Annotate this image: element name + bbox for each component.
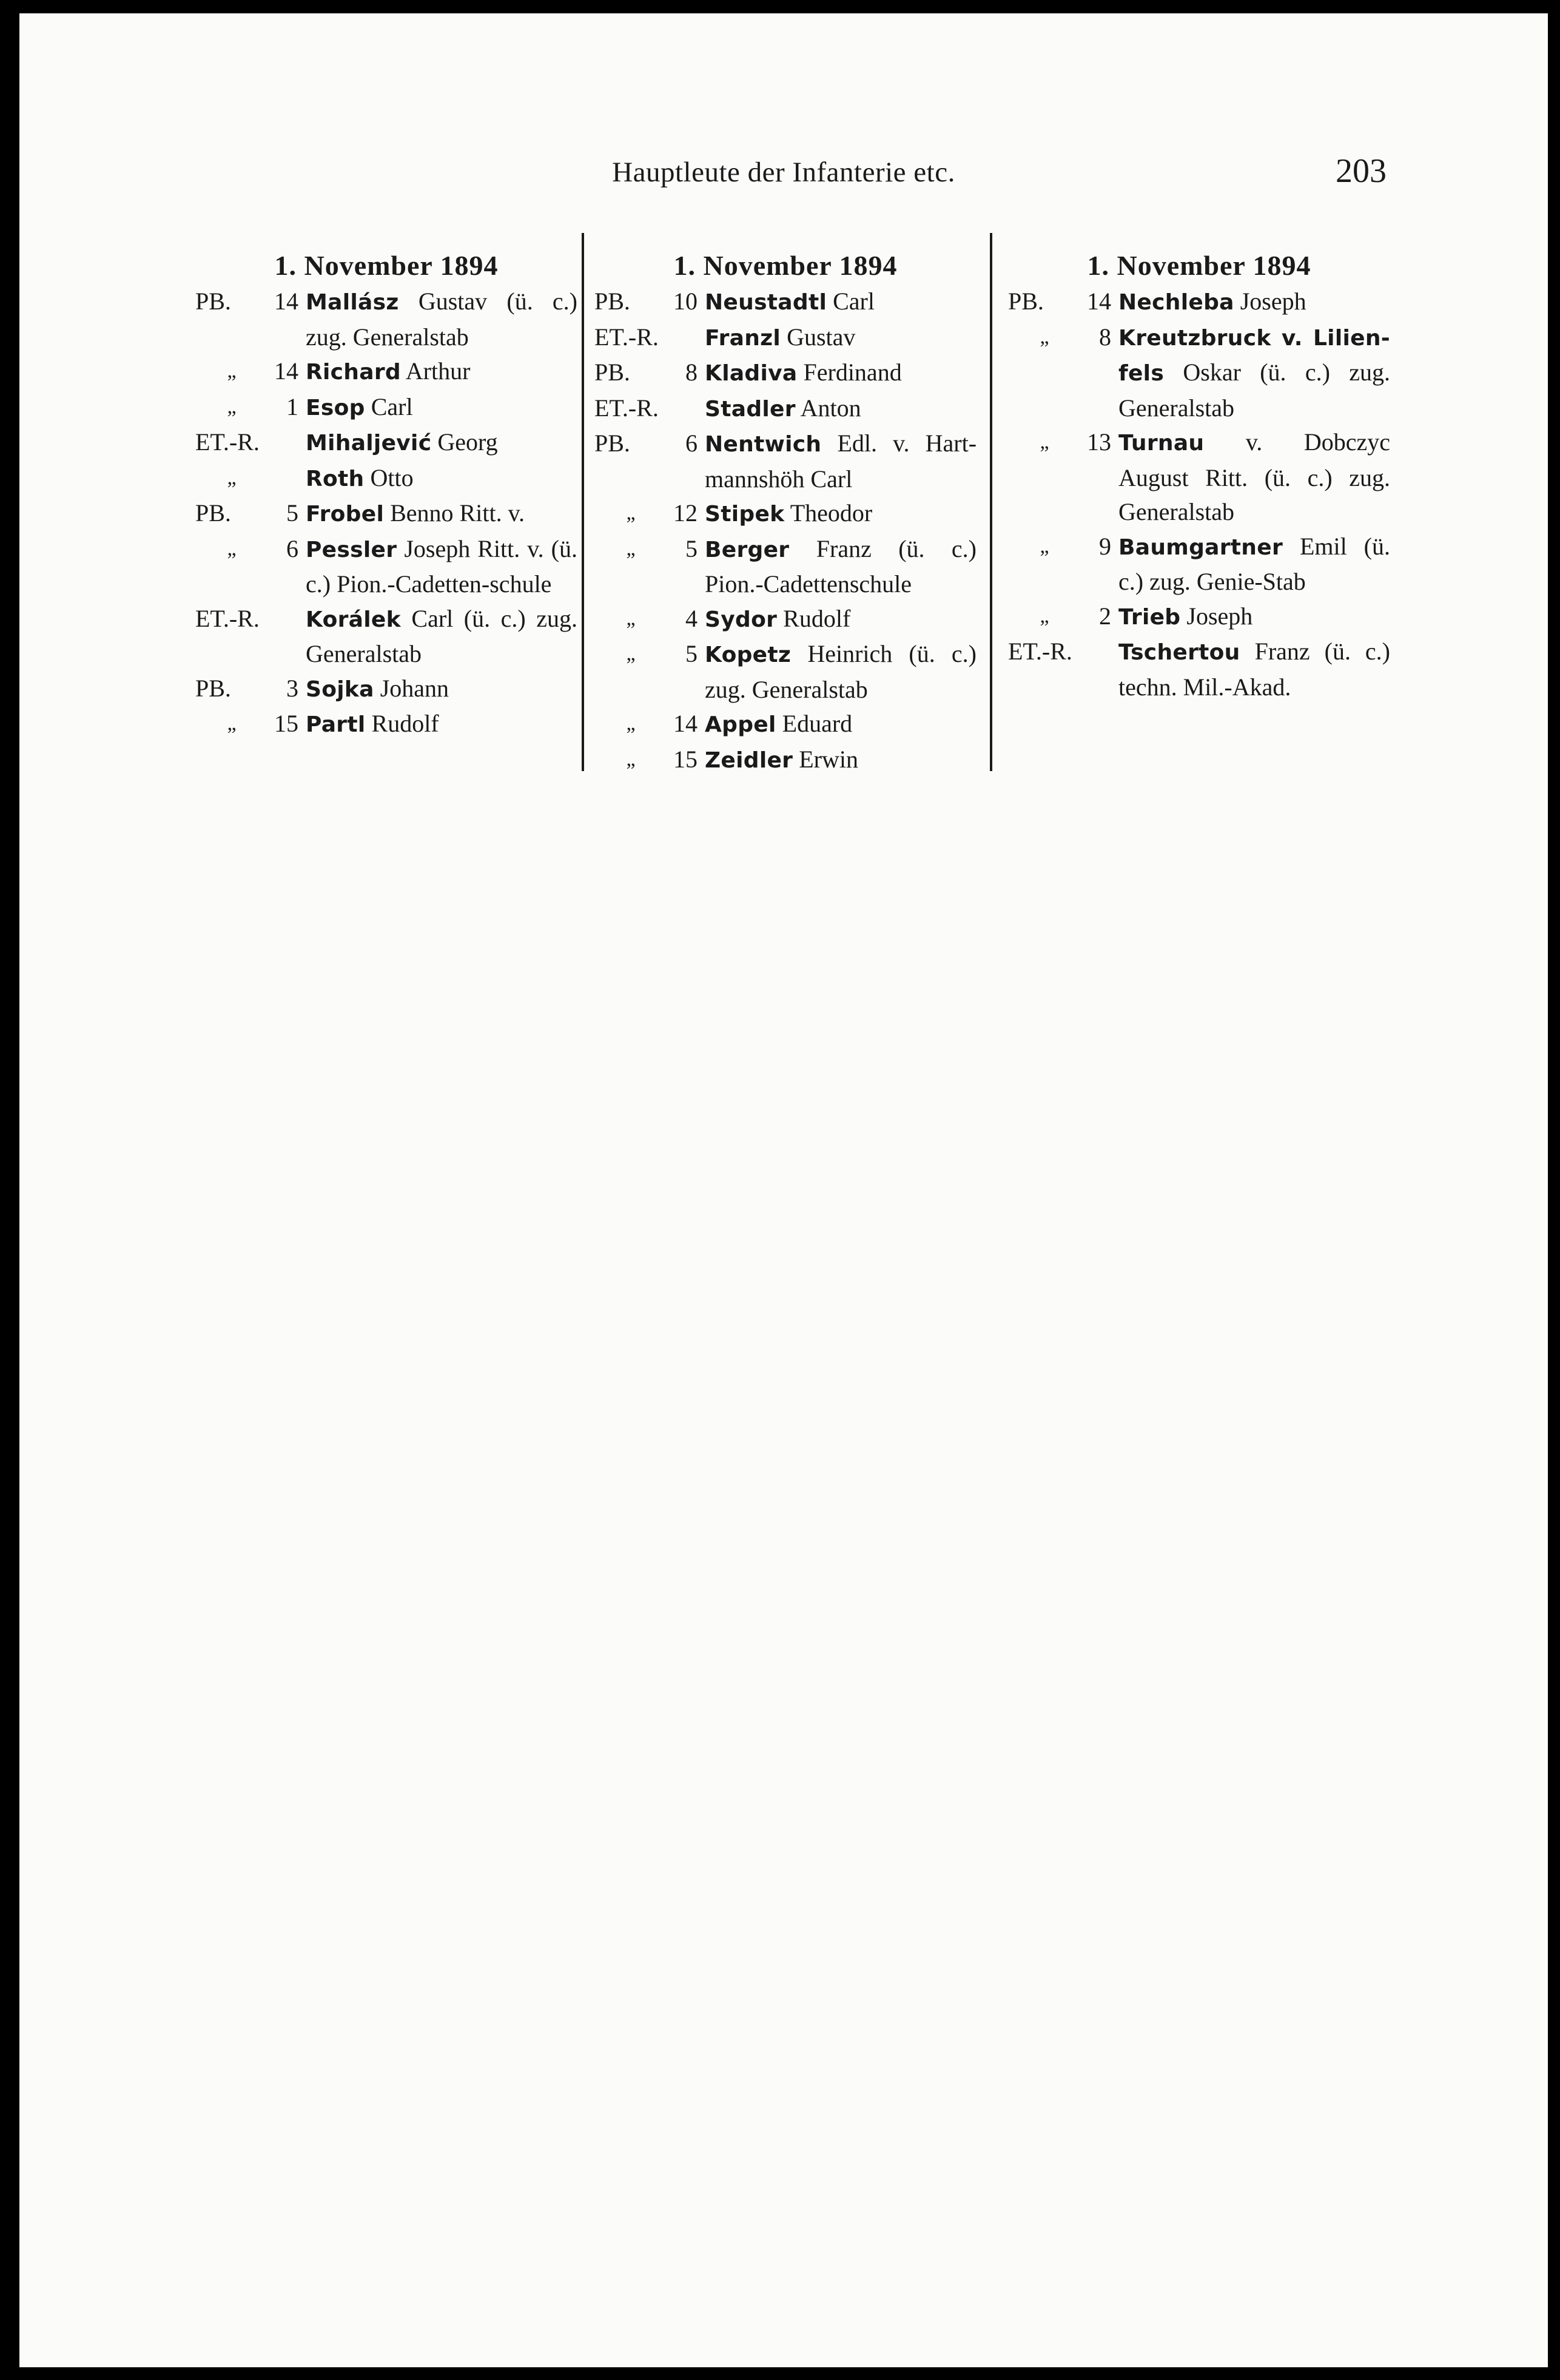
seniority-number: 14 (274, 357, 298, 385)
given-name-and-notes: Joseph Ritt. v. (ü. c.) Pion.-Cadetten-schule (306, 534, 577, 598)
surname: Richard (306, 360, 401, 385)
entry-text (705, 356, 977, 391)
entry-text (306, 461, 577, 497)
list-item (195, 425, 577, 461)
entry-text (306, 390, 577, 426)
list-item (594, 532, 977, 602)
column-heading: 1. November 1894 (1087, 250, 1311, 281)
rank-label: PB. (195, 499, 231, 527)
rank-label: ET.-R. (1008, 638, 1072, 665)
seniority-number: 9 (1099, 532, 1111, 560)
list-item (195, 496, 577, 532)
entry-text (306, 496, 577, 532)
surname: Nechleba (1118, 290, 1234, 315)
seniority-number: 15 (673, 745, 698, 773)
column-heading: 1. November 1894 (274, 250, 499, 281)
surname: Roth (306, 466, 365, 491)
seniority-number: 5 (685, 640, 698, 667)
seniority-number: 6 (685, 430, 698, 457)
list-item (594, 285, 977, 320)
entry-text (1118, 530, 1390, 599)
entry-text (705, 426, 977, 496)
column-heading: 1. November 1894 (673, 250, 898, 281)
list-item (1008, 425, 1390, 530)
page-number: 203 (1336, 152, 1387, 190)
given-name-and-notes: Carl (ü. c.) zug. Generalstab (306, 604, 578, 667)
given-name-and-notes: Erwin (799, 745, 859, 773)
given-name-and-notes: Eduard (782, 710, 853, 737)
list-item (1008, 635, 1390, 704)
entry-text (705, 707, 977, 743)
entry-text (705, 637, 977, 707)
seniority-number: 14 (673, 710, 698, 737)
entry-text (705, 320, 977, 356)
entry-text (705, 496, 977, 532)
seniority-number: 13 (1087, 428, 1111, 456)
given-name-and-notes: Franz (ü. c.) techn. Mil.-Akad. (1118, 638, 1390, 701)
entry-list (195, 285, 577, 743)
entry-text (306, 354, 577, 390)
given-name-and-notes: Rudolf (371, 710, 439, 737)
entry-text (1118, 425, 1390, 530)
seniority-number: 14 (274, 288, 298, 315)
given-name-and-notes: Gustav (787, 323, 856, 351)
list-item (195, 354, 577, 390)
rank-label: PB. (594, 288, 630, 315)
entry-text (306, 425, 577, 461)
given-name-and-notes: Ferdinand (803, 359, 902, 386)
list-item (195, 707, 577, 743)
surname: Korálek (306, 607, 401, 632)
surname: Sydor (705, 607, 778, 632)
entry-text (705, 391, 977, 427)
list-item (594, 637, 977, 707)
rank-label: „ (227, 360, 237, 382)
surname: Turnau (1118, 431, 1205, 456)
rank-label: „ (1040, 534, 1049, 558)
column-divider (582, 233, 584, 771)
entry-list (1008, 285, 1390, 704)
surname: Frobel (306, 502, 385, 527)
list-item (594, 707, 977, 743)
list-item (195, 672, 577, 707)
seniority-number: 4 (685, 604, 698, 632)
list-item (195, 285, 577, 354)
given-name-and-notes: Emil (ü. c.) zug. Genie-Stab (1118, 532, 1390, 595)
rank-label: „ (227, 537, 237, 560)
rank-label: „ (1040, 431, 1049, 453)
surname: Esop (306, 395, 365, 420)
given-name-and-notes: Carl (833, 288, 875, 315)
surname: Stadler (705, 396, 796, 422)
rank-label: ET.-R. (594, 323, 659, 351)
list-item (1008, 285, 1390, 320)
entry-text (306, 532, 577, 602)
list-item (594, 356, 977, 391)
column-divider (990, 233, 992, 771)
given-name-and-notes: Georg (437, 428, 498, 456)
surname: Baumgartner (1118, 534, 1283, 560)
given-name-and-notes: Joseph (1186, 602, 1253, 630)
rank-label: „ (227, 712, 237, 735)
surname: Partl (306, 712, 366, 737)
given-name-and-notes: Arthur (405, 357, 471, 385)
given-name-and-notes: Benno Ritt. v. (390, 499, 525, 527)
surname: Trieb (1118, 604, 1181, 630)
seniority-number: 1 (286, 393, 298, 420)
surname: Neustadtl (705, 290, 827, 315)
surname: Mallász (306, 290, 399, 315)
seniority-number: 10 (673, 288, 698, 315)
list-item (594, 426, 977, 496)
rank-label: PB. (1008, 288, 1044, 315)
seniority-number: 8 (1099, 323, 1111, 351)
surname: Sojka (306, 676, 374, 702)
entry-text (705, 285, 977, 320)
given-name-and-notes: Anton (800, 394, 861, 422)
surname: Appel (705, 712, 776, 737)
surname: Kladiva (705, 361, 798, 386)
given-name-and-notes: Theodor (790, 499, 873, 527)
given-name-and-notes: Rudolf (783, 604, 851, 632)
rank-label: „ (626, 642, 636, 665)
seniority-number: 12 (673, 499, 698, 527)
given-name-and-notes: Edl. v. Hart-mannshöh Carl (705, 430, 977, 493)
entry-text (306, 672, 577, 707)
rank-label: „ (1040, 325, 1049, 348)
column-2 (594, 247, 977, 778)
list-item (594, 602, 977, 638)
rank-label: PB. (594, 359, 630, 386)
list-item (195, 461, 577, 497)
entry-text (705, 743, 977, 778)
surname: Franzl (705, 325, 781, 351)
entry-text (306, 602, 577, 672)
given-name-and-notes: Oskar (ü. c.) zug. Generalstab (1118, 359, 1390, 422)
entry-text (705, 602, 977, 638)
entry-text (306, 707, 577, 743)
entry-list (594, 285, 977, 778)
seniority-number: 15 (274, 710, 298, 737)
given-name-and-notes: v. Dobczyc August Ritt. (ü. c.) zug. Generalstab (1118, 428, 1390, 525)
surname: Stipek (705, 502, 785, 527)
list-item (1008, 320, 1390, 426)
given-name-and-notes: Gustav (ü. c.) zug. Generalstab (306, 288, 577, 351)
column-1 (195, 247, 577, 743)
entry-text (1118, 320, 1390, 426)
seniority-number: 8 (685, 359, 698, 386)
rank-label: „ (626, 537, 636, 560)
surname: Pessler (306, 537, 397, 562)
rank-label: „ (626, 502, 636, 524)
surname: Berger (705, 537, 790, 562)
seniority-number: 3 (286, 674, 298, 702)
rank-label: „ (626, 607, 636, 630)
seniority-number: 14 (1087, 288, 1111, 315)
rank-label: ET.-R. (594, 394, 659, 422)
given-name-and-notes: Carl (371, 393, 413, 420)
list-item (1008, 530, 1390, 599)
seniority-number: 5 (286, 499, 298, 527)
entry-text (1118, 635, 1390, 704)
list-item (1008, 599, 1390, 635)
seniority-number: 6 (286, 534, 298, 562)
list-item (594, 320, 977, 356)
seniority-number: 2 (1099, 602, 1111, 630)
list-item (594, 743, 977, 778)
given-name-and-notes: Franz (ü. c.) Pion.-Cadettenschule (705, 534, 977, 598)
given-name-and-notes: Otto (370, 464, 414, 491)
list-item (594, 496, 977, 532)
given-name-and-notes: Joseph (1240, 288, 1306, 315)
surname: Tschertou (1118, 640, 1240, 665)
rank-label: „ (1040, 604, 1049, 627)
document-page (19, 13, 1548, 2367)
list-item (195, 602, 577, 672)
surname: Kopetz (705, 642, 792, 667)
entry-text (1118, 599, 1390, 635)
rank-label: PB. (195, 674, 231, 702)
surname: Mihaljević (306, 431, 432, 456)
rank-label: „ (227, 395, 237, 418)
list-item (195, 532, 577, 602)
rank-label: „ (626, 712, 636, 735)
surname: Kreutzbruck v. Lilien-fels (1118, 325, 1390, 386)
given-name-and-notes: Heinrich (ü. c.) zug. Generalstab (705, 640, 977, 703)
rank-label: „ (227, 466, 237, 489)
surname: Nentwich (705, 432, 822, 457)
seniority-number: 5 (685, 534, 698, 562)
rank-label: „ (626, 747, 636, 770)
rank-label: PB. (594, 430, 630, 457)
running-title: Hauptleute der Infanterie etc. (612, 157, 955, 188)
surname: Zeidler (705, 747, 793, 773)
entry-text (705, 532, 977, 602)
rank-label: PB. (195, 288, 231, 315)
rank-label: ET.-R. (195, 604, 260, 632)
list-item (195, 390, 577, 426)
entry-text (1118, 285, 1390, 320)
rank-label: ET.-R. (195, 428, 260, 456)
given-name-and-notes: Johann (380, 674, 449, 702)
column-3 (1008, 247, 1390, 704)
list-item (594, 391, 977, 427)
entry-text (306, 285, 577, 354)
